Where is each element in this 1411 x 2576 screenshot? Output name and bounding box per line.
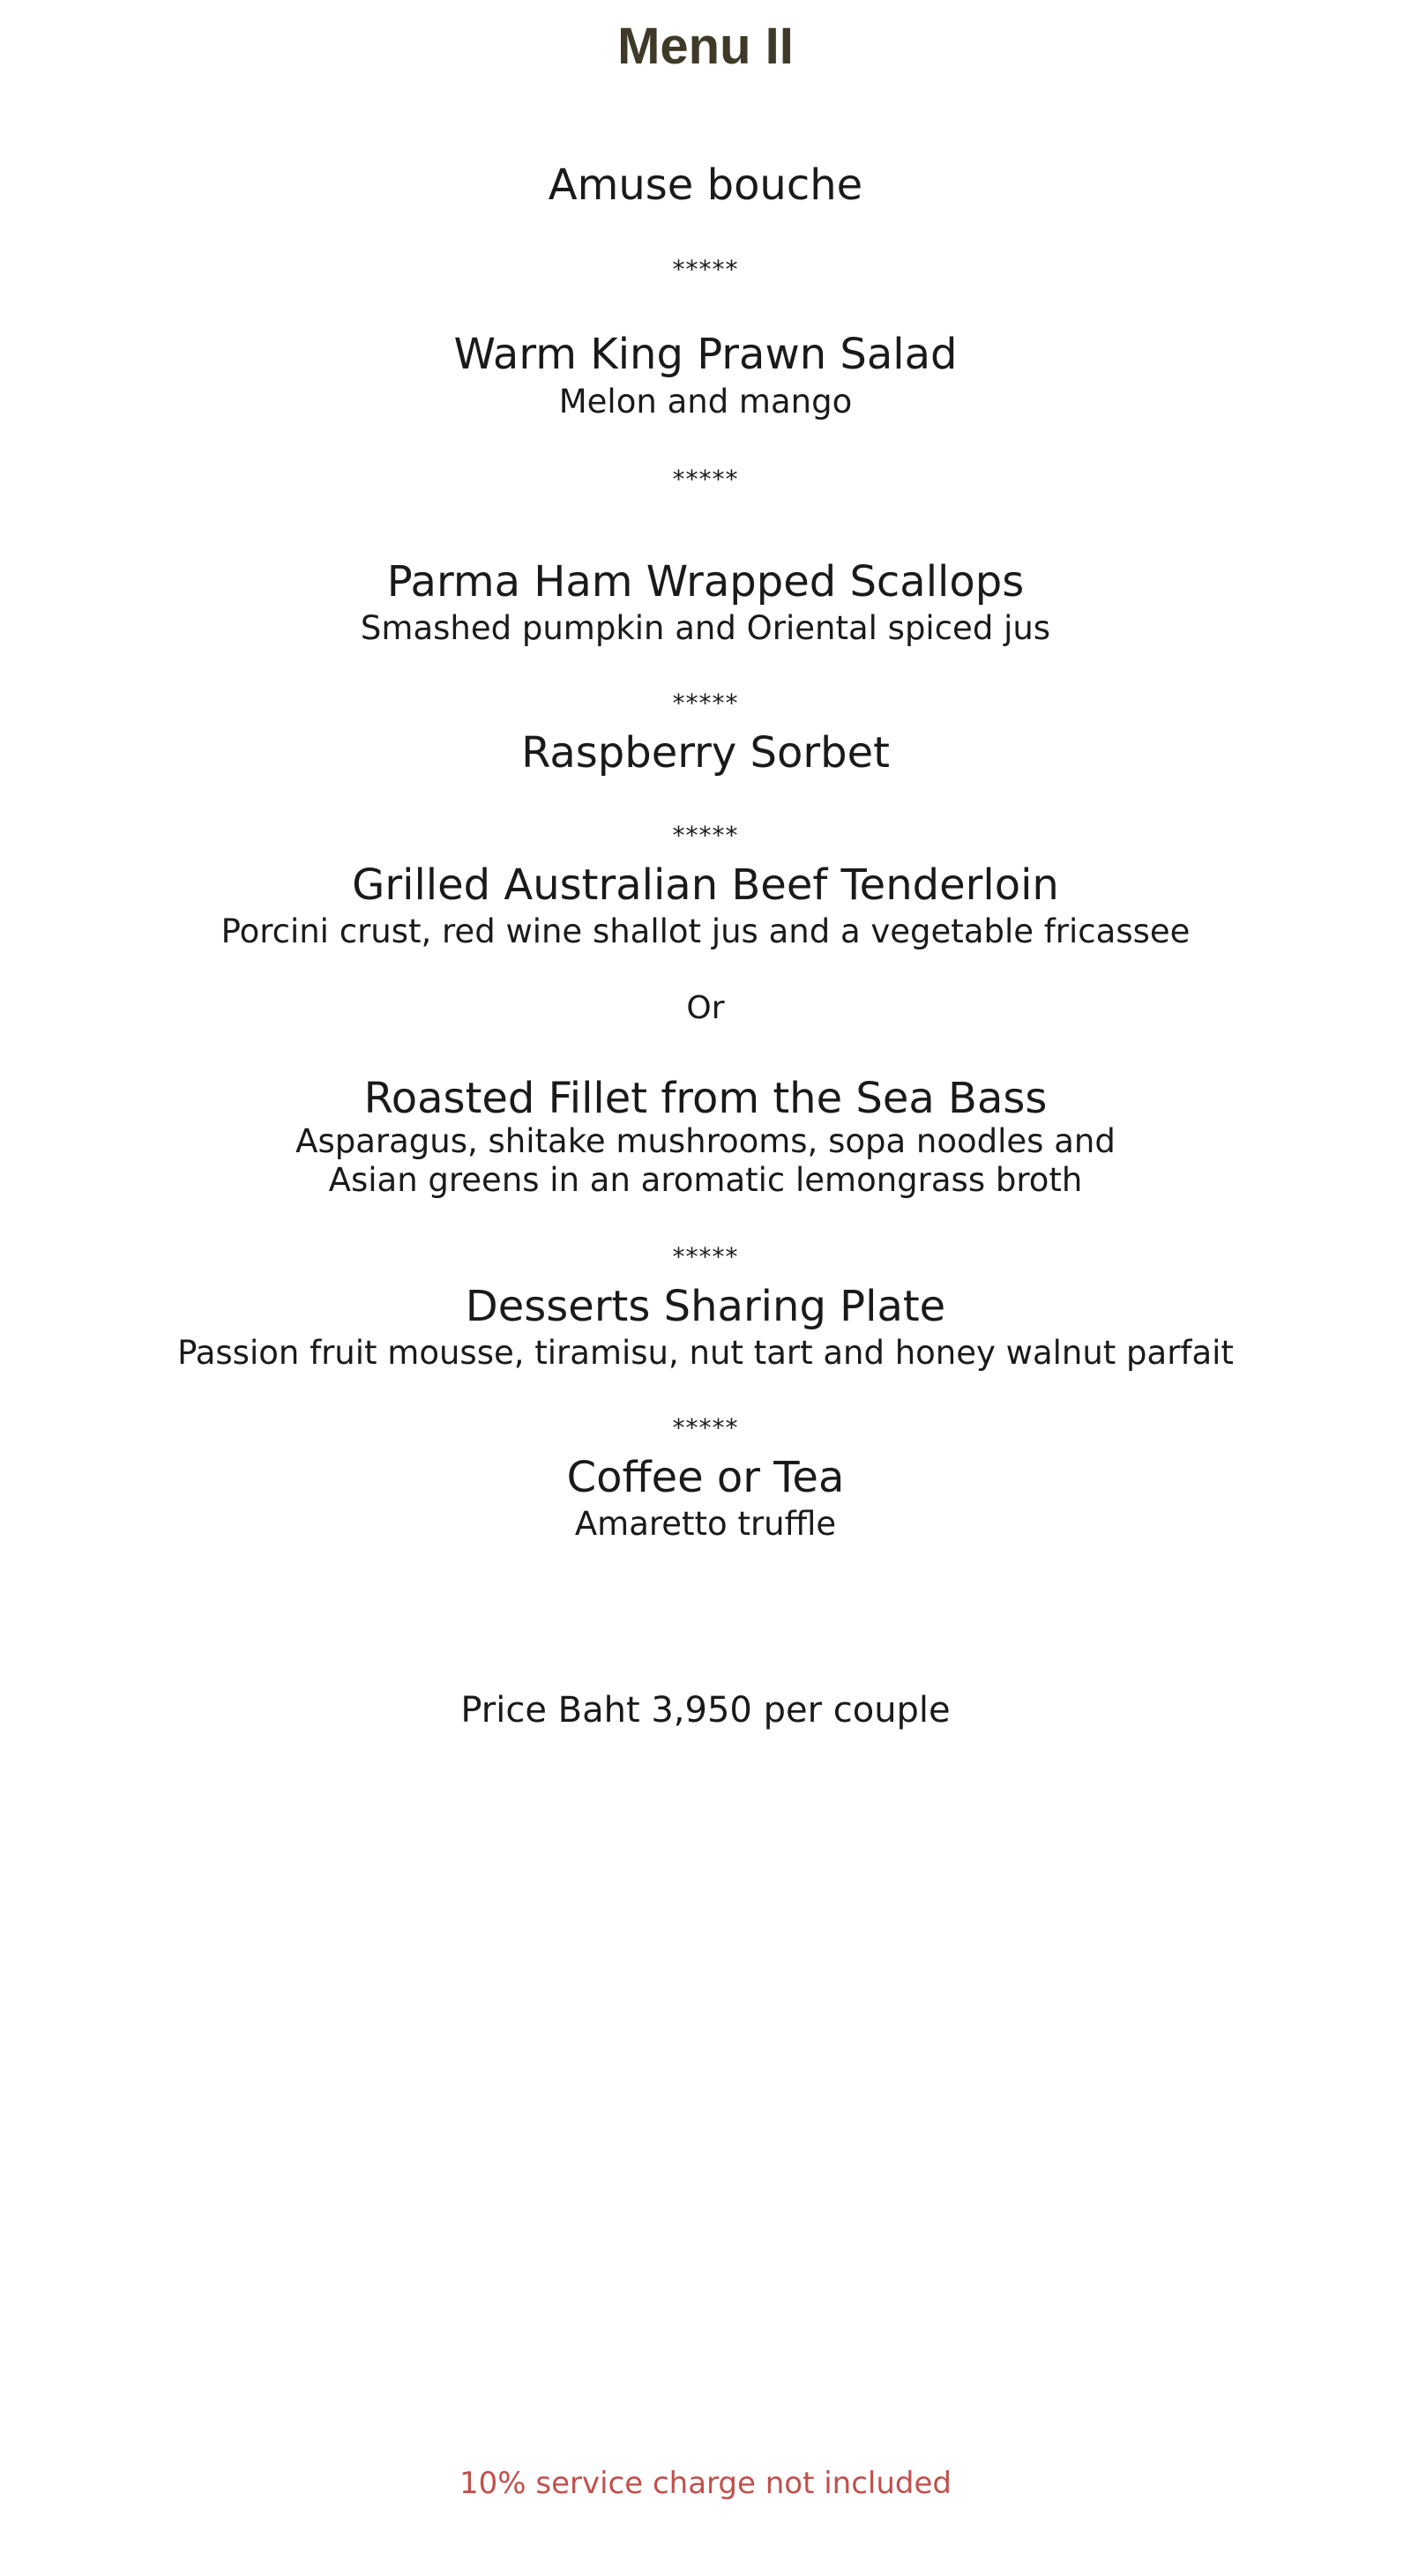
course-beef-tenderloin: Grilled Australian Beef Tenderloin <box>352 860 1059 910</box>
course-sea-bass-desc-line-1: Asparagus, shitake mushrooms, sopa noodles and <box>295 1122 1116 1160</box>
course-coffee-tea: Coffee or Tea <box>566 1453 845 1502</box>
course-separator: ***** <box>672 1413 739 1442</box>
course-separator: ***** <box>672 255 739 284</box>
course-prawn-salad-desc: Melon and mango <box>558 383 853 421</box>
course-coffee-tea-desc: Amaretto truffle <box>574 1505 837 1543</box>
course-prawn-salad: Warm King Prawn Salad <box>453 330 958 379</box>
course-scallops: Parma Ham Wrapped Scallops <box>386 557 1025 607</box>
course-scallops-desc: Smashed pumpkin and Oriental spiced jus <box>360 609 1051 647</box>
course-separator: ***** <box>672 821 739 850</box>
course-separator: ***** <box>672 689 739 718</box>
course-desserts-desc: Passion fruit mousse, tiramisu, nut tart and honey walnut parfait <box>177 1334 1234 1372</box>
course-separator: ***** <box>672 1242 739 1271</box>
course-desserts: Desserts Sharing Plate <box>465 1282 946 1331</box>
page-title: Menu II <box>617 18 794 75</box>
course-sorbet: Raspberry Sorbet <box>521 728 890 778</box>
course-separator: ***** <box>672 465 739 494</box>
course-sea-bass-desc-line-2: Asian greens in an aromatic lemongrass broth <box>328 1161 1083 1199</box>
service-charge-note: 10% service charge not included <box>459 2466 952 2501</box>
course-sea-bass: Roasted Fillet from the Sea Bass <box>363 1074 1048 1123</box>
price-line: Price Baht 3,950 per couple <box>460 1690 951 1731</box>
course-beef-tenderloin-desc: Porcini crust, red wine shallot jus and a vegetable fricassee <box>220 912 1191 950</box>
course-amuse-bouche: Amuse bouche <box>548 160 863 210</box>
or-label: Or <box>686 990 725 1026</box>
